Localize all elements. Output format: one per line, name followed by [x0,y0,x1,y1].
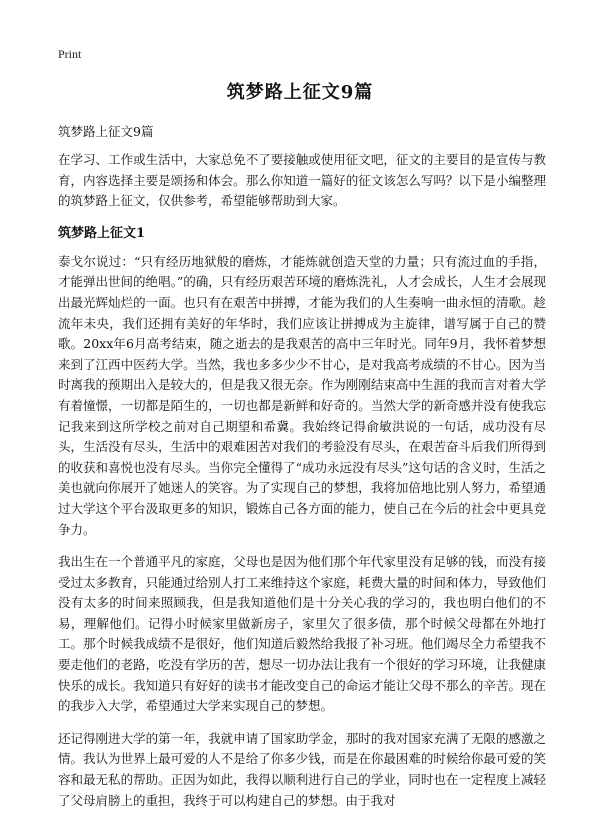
intro-paragraph: 在学习、工作或生活中，大家总免不了要接触或使用征文吧，征文的主要目的是宣传与教育，内容选择主要是颂扬和体会。那么你知道一篇好的征文该怎么写吗？以下是小编整理的筑梦路上征文，仅供参考，希望能够帮助到大家。 [58,152,546,209]
body-paragraph: 泰戈尔说过：“只有经历地狱般的磨炼，才能炼就创造天堂的力量；只有流过血的手指，才能弹出世间的绝唱。”的确，只有经历艰苦环境的磨炼洗礼，人才会成长，人生才会展现出最光辉灿烂的一面。也只有在艰苦中拼搏，才能为我们的人生奏响一曲永恒的清歌。趁流年未央，我们还拥有美好的年华时，我们应该让拼搏成为主旋律，谱写属于自己的赞歌。20xx年6月高考结束，随之逝去的是我艰苦的高中三年时光。同年9月，我怀着梦想来到了江西中医药大学。当然，我也多多少少不甘心，是对我高考成绩的不甘心。因为当时离我的预期出入是较大的，但是我又很无奈。作为刚刚结束高中生涯的我而言对着大学有着憧憬，一切都是陌生的，一切也都是新鲜和好奇的。当然大学的新奇感并没有使我忘记我来到这所学校之前对自己期望和希冀。我始终记得俞敏洪说的一句话，成功没有尽头，生活没有尽头，生活中的艰难困苦对我们的考验没有尽头，在艰苦奋斗后我们所得到的收获和喜悦也没有尽头。当你完全懂得了“成功永远没有尽头”这句话的含义时，生活之美也就向你展开了她迷人的笑容。为了实现自己的梦想，我将加倍地比别人努力，希望通过大学这个平台汲取更多的知识，锻炼自己各方面的能力，使自己在今后的社会中更具竞争力。 [58,253,546,537]
print-label[interactable]: Print [58,47,82,61]
document-subtitle: 筑梦路上征文9篇 [58,124,154,139]
section-heading: 筑梦路上征文1 [58,225,146,241]
body-paragraph: 还记得刚进大学的第一年，我就申请了国家助学金，那时的我对国家充满了无限的感激之情。我认为世界上最可爱的人不是给了你多少钱，而是在你最困难的时候给你最可爱的笑容和最无私的帮助。正因为如此，我得以顺利进行自己的学业，同时也在一定程度上减轻了父母肩膀上的重担，我终于可以构建自己的梦想。由于我对 [58,730,546,808]
article-body [58,150,546,823]
body-paragraph: 我出生在一个普通平凡的家庭，父母也是因为他们那个年代家里没有足够的钱，而没有接受过太多教育，只能通过给别人打工来维持这个家庭，耗费大量的时间和体力，导致他们没有太多的时间来照顾我，但是我知道他们是十分关心我的学习的，我也明白他们的不易，理解他们。记得小时候家里做新房子，家里欠了很多债，那个时候父母都在外地打工。那个时候我成绩不是很好，他们知道后毅然给我报了补习班。他们竭尽全力希望我不要走他们的老路，吃没有学历的苦，想尽一切办法让我有一个很好的学习环境，让我健康快乐的成长。我知道只有好好的读书才能改变自己的命运才能让父母不那么的辛苦。现在的我步入大学，希望通过大学来实现自己的梦想。 [58,554,546,714]
page-title: 筑梦路上征文9篇 [226,82,374,103]
